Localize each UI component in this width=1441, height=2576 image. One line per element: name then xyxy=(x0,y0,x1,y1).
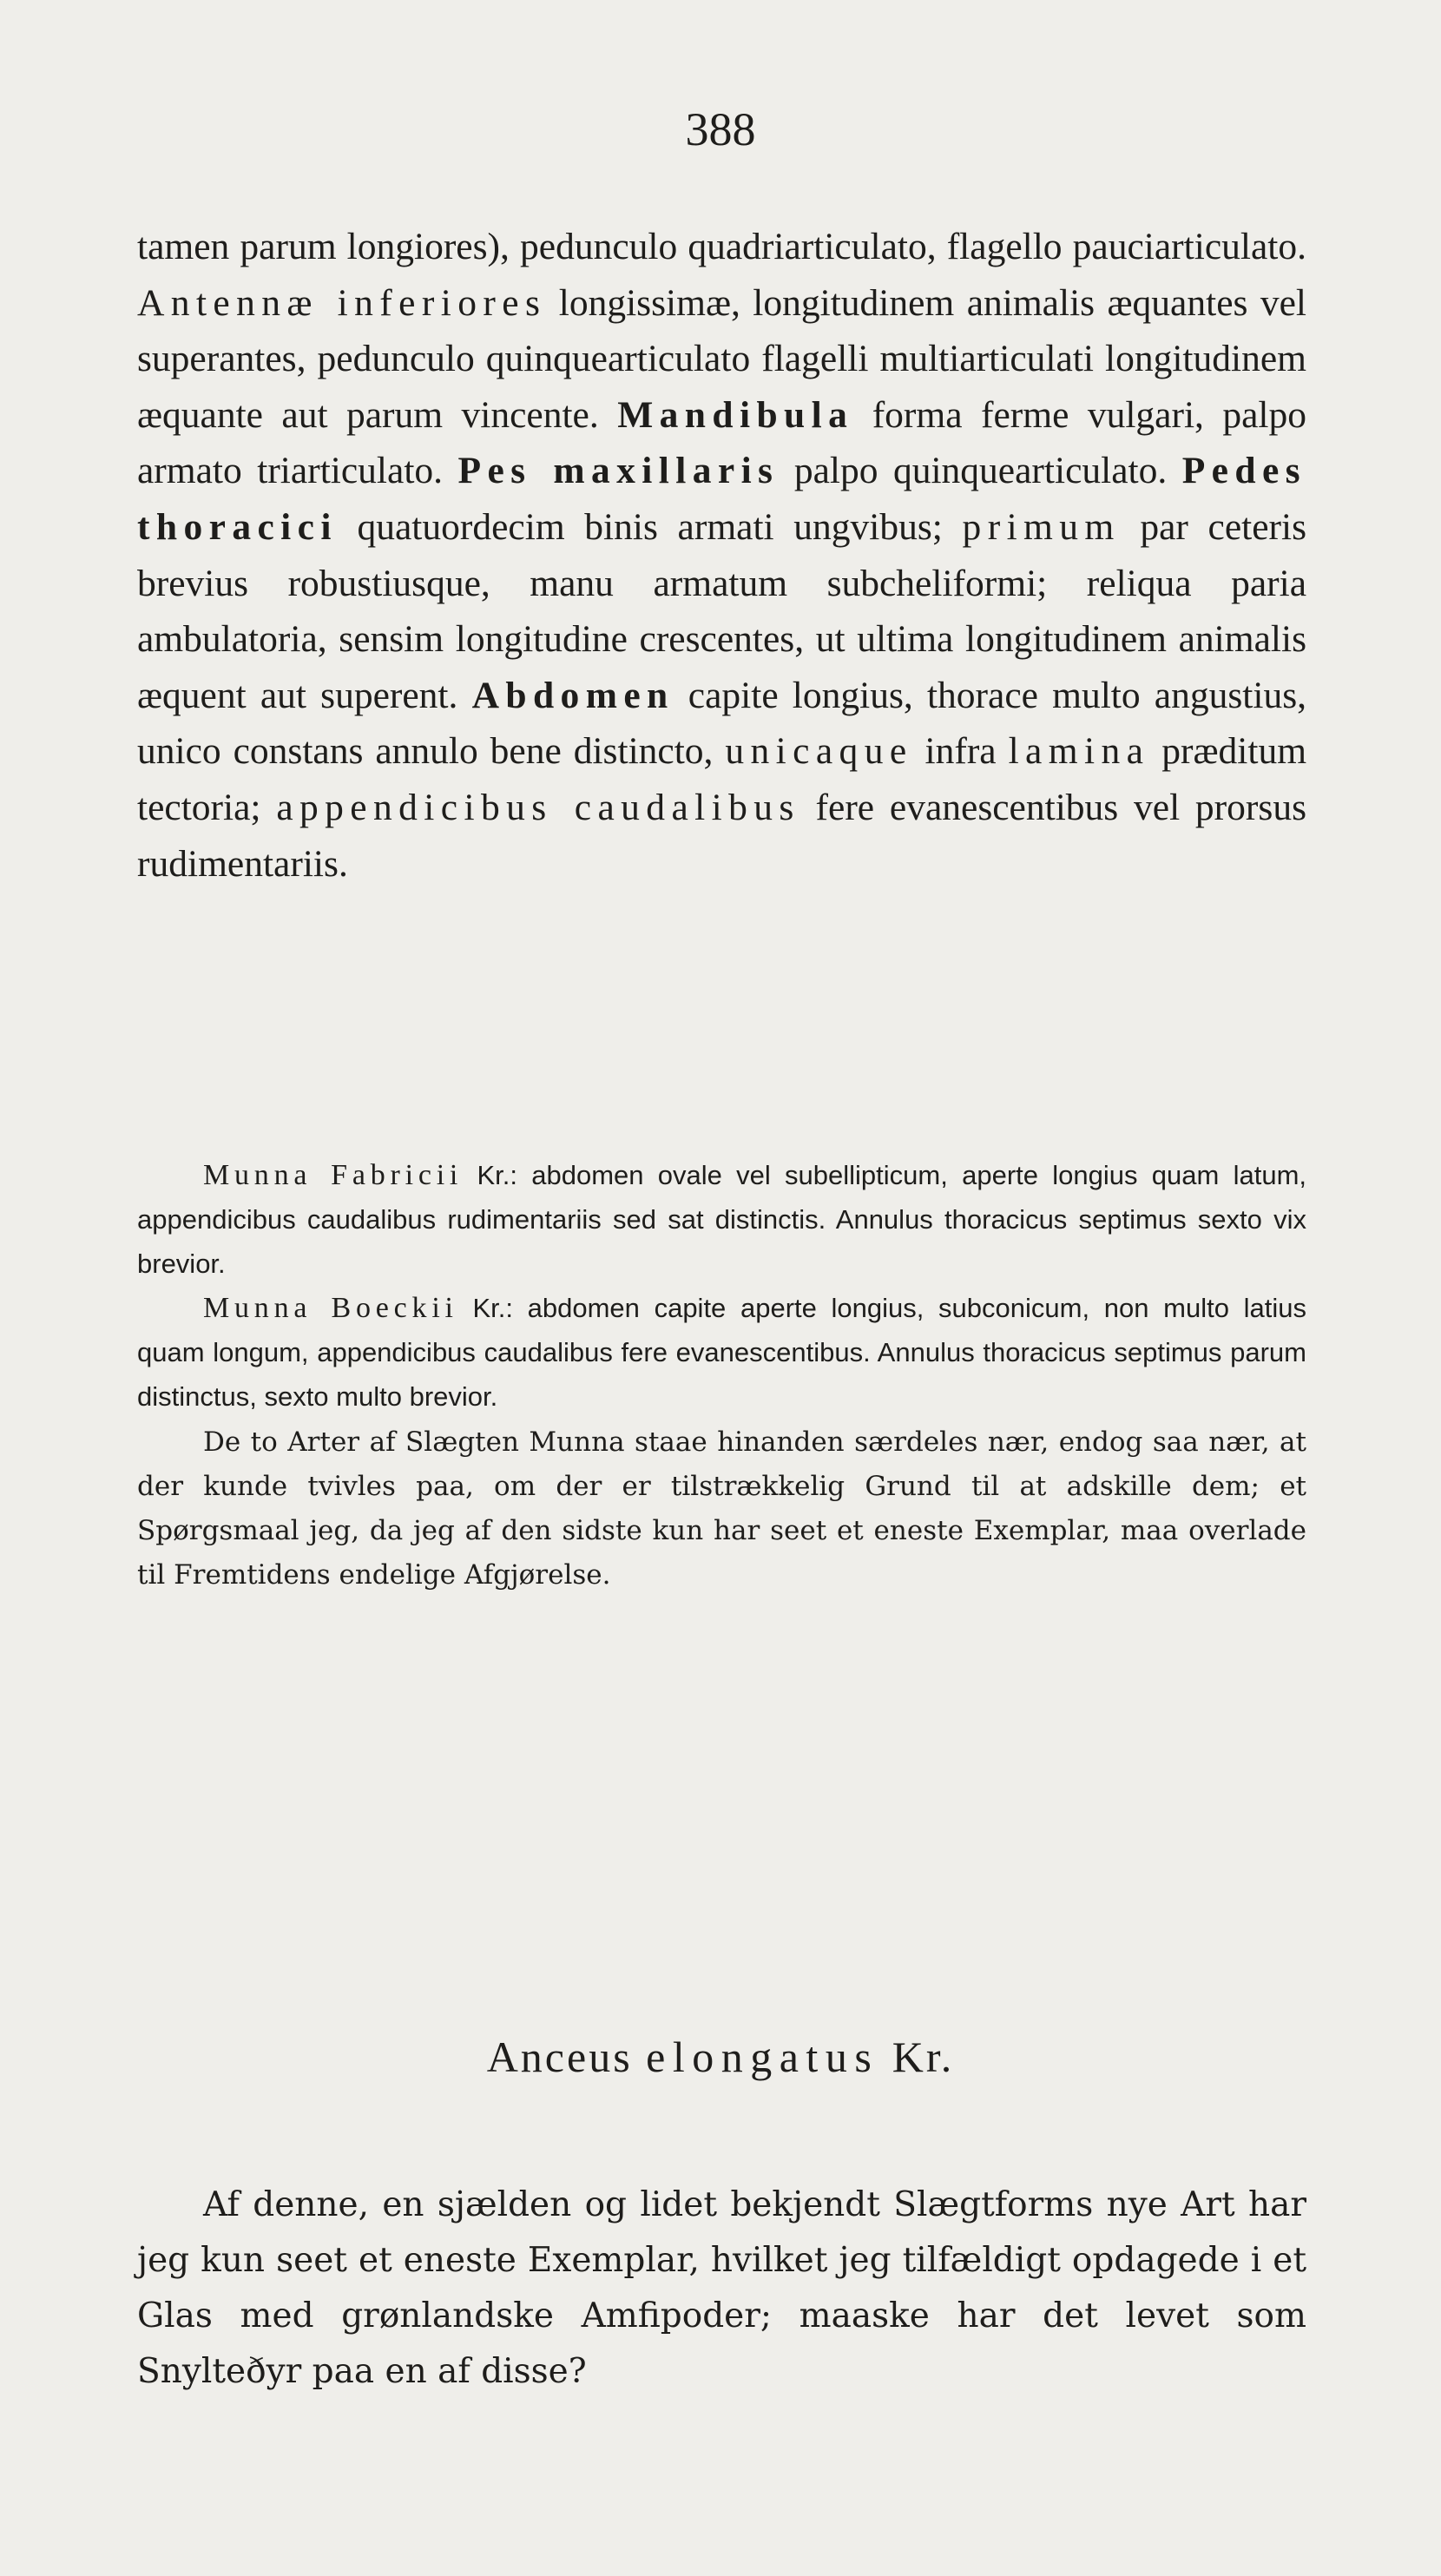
heading-genus: Anceus xyxy=(486,2032,633,2081)
text-run: fere evanescentibus vel prorsus rudimentariis. xyxy=(137,786,1307,885)
text-run: forma ferme vulgari, palpo armato triarticulato. xyxy=(137,393,1306,492)
term-pedes-thoracici: Pedes thoracici xyxy=(137,450,1306,548)
danish-note-text: De to Arter af Slægten Munna staae hinanden særdeles nær, endog saa nær, at der kunde tvivles paa, om der er tilstrækkelig Grund til at adskille dem; et Spørgsmaal jeg, da jeg af den sidste kun har seet et eneste Exemplar, maa overlade til Fremtidens endelige Afgjørelse. xyxy=(137,1426,1306,1591)
species-heading xyxy=(0,2032,1441,2082)
species-name: Munna Fabricii xyxy=(203,1159,464,1191)
species-text: abdomen capite aperte longius, subconicum, non multo latius quam longum, appendicibus caudalibus fere evanescentibus. Annulus thoracicus septimus parum distinctus, sexto multo brevior. xyxy=(137,1293,1306,1412)
main-description xyxy=(137,219,1306,892)
species-author: Kr.: xyxy=(477,1160,517,1190)
page-number: 388 xyxy=(685,103,756,155)
text-run: præditum tectoria; xyxy=(137,730,1307,828)
danish-note xyxy=(137,1420,1306,1598)
heading-author: Kr. xyxy=(892,2032,955,2081)
species-author: Kr.: xyxy=(472,1293,513,1323)
final-paragraph xyxy=(137,2177,1306,2400)
text-run: infra xyxy=(924,730,997,773)
heading-species: elongatus xyxy=(646,2032,879,2081)
munna-boeckii-diagnosis xyxy=(137,1286,1306,1419)
text-run: longissimæ, longitudinem animalis æquantes vel superantes, pedunculo quinquearticulato flagelli multiarticulati longitudinem æquante aut parum vincente. xyxy=(137,281,1307,436)
text-run: capite longius, thorace multo angustius, unico constans annulo bene distincto, xyxy=(137,674,1307,773)
text-run: tamen parum longiores), pedunculo quadriarticulato, flagello pauciarticulato. xyxy=(137,226,1306,267)
term-antennae-inferiores: Antennæ inferiores xyxy=(137,281,547,324)
term-lamina: lamina xyxy=(1008,730,1150,773)
species-name: Munna Boeckii xyxy=(203,1292,458,1324)
text-run: par ceteris brevius robustiusque, manu armatum subcheliformi; reliqua paria ambulatoria, sensim longitudine crescentes, ut ultima longitudinem animalis æquent aut superent. xyxy=(137,505,1307,716)
term-mandibula: Mandibula xyxy=(617,393,854,436)
text-run: quatuordecim binis armati ungvibus; xyxy=(357,505,943,548)
munna-fabricii-diagnosis xyxy=(137,1153,1306,1286)
term-primum: primum xyxy=(962,505,1121,548)
final-paragraph-text: Af denne, en sjælden og lidet bekjendt Slægtforms nye Art har jeg kun seet et eneste Exemplar, hvilket jeg tilfældigt opdagede i et Glas med grønlandske Amfipoder; maaske har det levet som Snylteðyr paa en af disse? xyxy=(137,2185,1306,2391)
main-paragraph xyxy=(137,219,1306,892)
species-text: abdomen ovale vel subellipticum, aperte longius quam latum, appendicibus caudalibus rudimentariis sed sat distinctis. Annulus thoracicus septimus sexto vix brevior. xyxy=(137,1160,1307,1279)
text-run: palpo quinquearticulato. xyxy=(793,450,1168,492)
term-appendicibus-caudalibus: appendicibus caudalibus xyxy=(276,786,800,828)
term-abdomen: Abdomen xyxy=(471,674,674,716)
term-pes-maxillaris: Pes maxillaris xyxy=(457,450,780,492)
term-unicaque: unicaque xyxy=(725,730,913,773)
